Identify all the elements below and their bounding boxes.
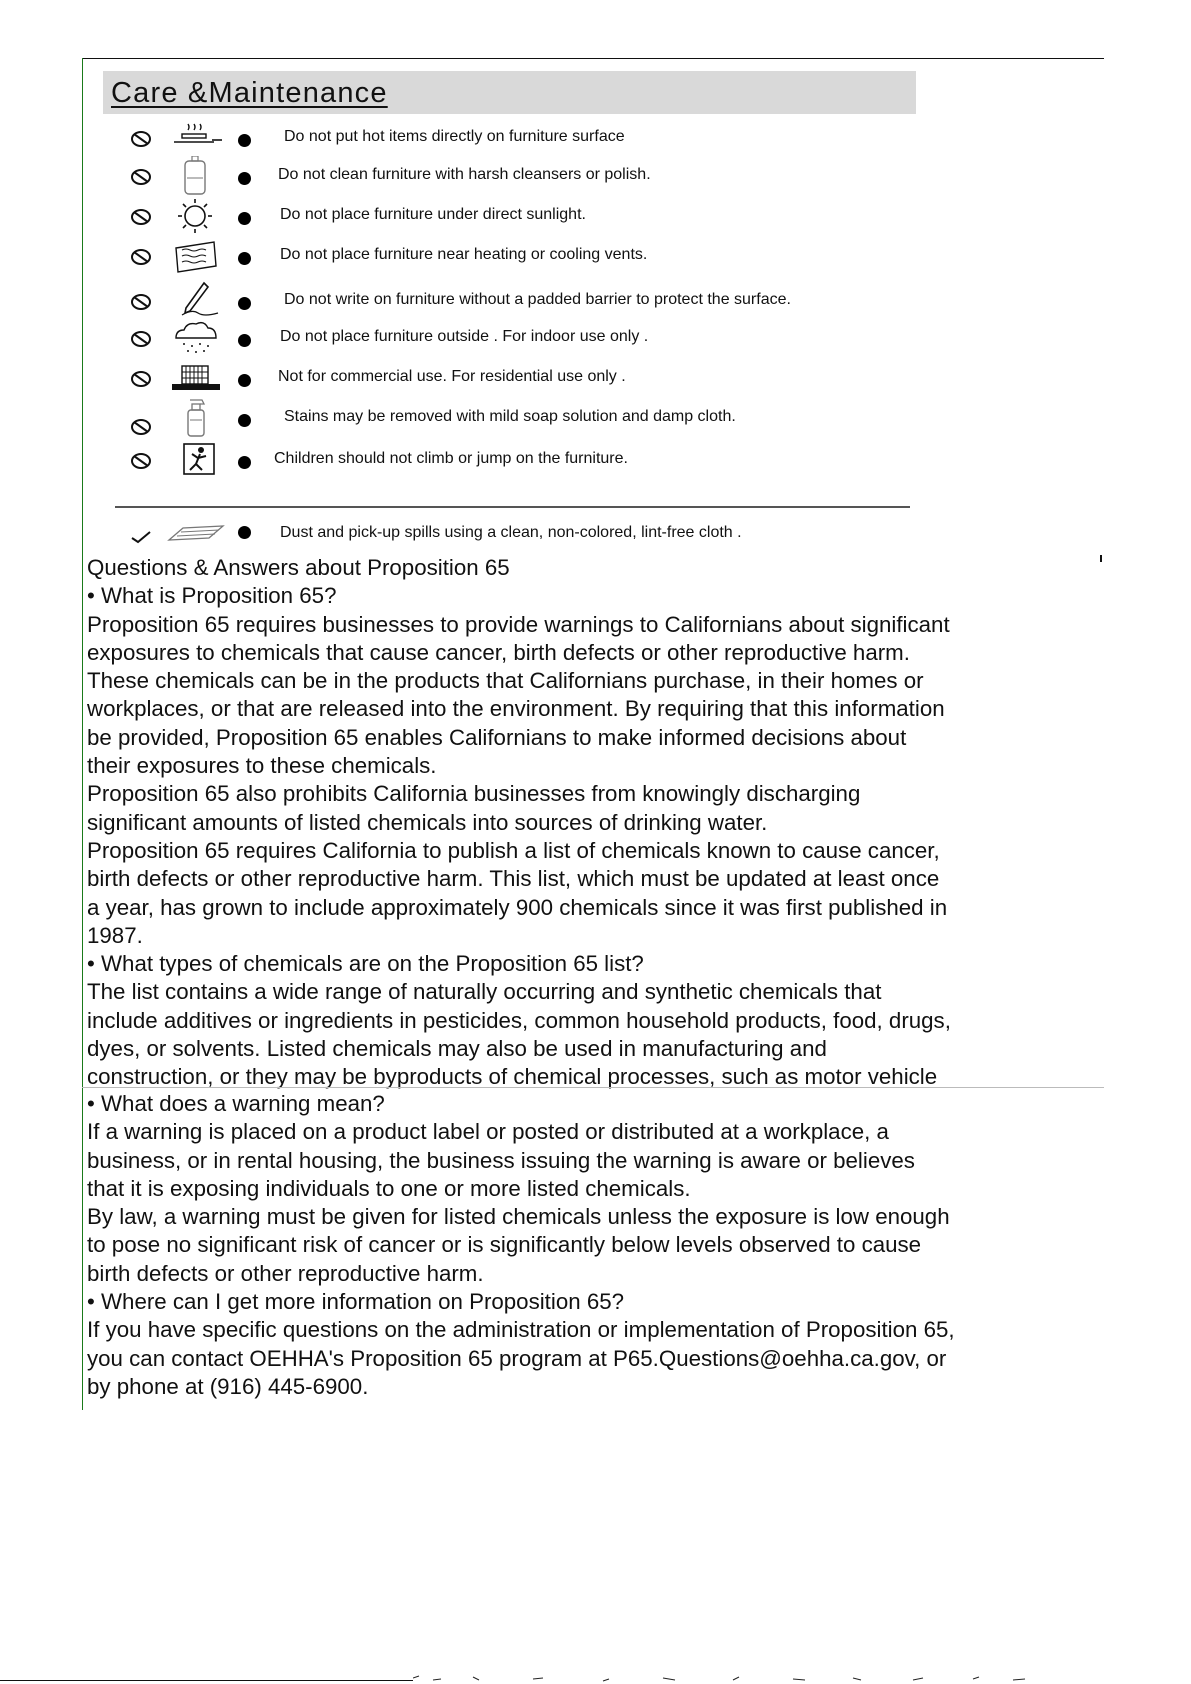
care-item [120, 362, 920, 398]
answer-line: their exposures to these chemicals. [87, 753, 437, 779]
top-rule [82, 58, 1104, 59]
prohibited-icon [130, 368, 152, 390]
bullet-dot [238, 172, 251, 185]
answer-line: include additives or ingredients in pesticides, common household products, food, drugs, [87, 1007, 951, 1033]
spray-bottle-icon [168, 398, 224, 438]
commercial-building-icon [168, 358, 224, 398]
answer-line: 1987. [87, 922, 143, 948]
bullet-dot [238, 334, 251, 347]
answer-line: These chemicals can be in the products that Californians purchase, in their homes or [87, 668, 924, 694]
qa-section-top [87, 554, 1107, 1090]
footer-rule [0, 1680, 413, 1681]
care-item [120, 122, 920, 158]
care-item-text: Do not place furniture under direct sunlight. [280, 206, 586, 223]
answer-line: Proposition 65 requires California to publish a list of chemicals known to cause cancer, [87, 837, 940, 863]
prohibited-icon [130, 328, 152, 350]
prohibited-icon [130, 128, 152, 150]
care-item-text: Do not put hot items directly on furniture surface [284, 128, 625, 145]
rain-cloud-icon [168, 318, 224, 358]
answer-line: to pose no significant risk of cancer or is significantly below levels observed to cause [87, 1232, 922, 1258]
section-cut-rule [82, 1087, 1104, 1088]
care-item-text: Do not write on furniture without a padded barrier to protect the surface. [284, 291, 791, 308]
answer-line: Proposition 65 also prohibits California businesses from knowingly discharging [87, 781, 861, 807]
qa-section-bottom [87, 1090, 1107, 1401]
checkmark-icon [130, 524, 152, 546]
answer-line: business, or in rental housing, the business issuing the warning is aware or believes [87, 1147, 915, 1173]
child-climbing-icon [168, 440, 224, 480]
answer-line: be provided, Proposition 65 enables Californians to make informed decisions about [87, 724, 907, 750]
care-item [120, 160, 920, 196]
cleanser-bottle-icon [168, 156, 224, 196]
care-item-dust [120, 518, 920, 554]
care-item-text: Do not place furniture outside . For indoor use only . [280, 328, 649, 345]
pen-icon [168, 281, 224, 321]
answer-line: Proposition 65 requires businesses to provide warnings to Californians about significant [87, 611, 950, 637]
cloth-icon [160, 514, 226, 554]
prohibited-icon [130, 246, 152, 268]
vent-icon [168, 236, 224, 276]
qa-heading: Questions & Answers about Proposition 65 [87, 555, 510, 580]
answer-line: birth defects or other reproductive harm. [87, 1260, 484, 1286]
answer-line: dyes, or solvents. Listed chemicals may also be used in manufacturing and [87, 1036, 827, 1062]
care-item [120, 322, 920, 358]
footer-scan-artifact [413, 1674, 1063, 1684]
care-item [120, 200, 920, 236]
left-margin-rule [82, 58, 83, 1410]
bullet-dot [238, 134, 251, 147]
care-item [120, 285, 920, 321]
answer-line: The list contains a wide range of naturally occurring and synthetic chemicals that [87, 979, 882, 1005]
question: • Where can I get more information on Proposition 65? [87, 1289, 625, 1315]
answer-line: a year, has grown to include approximately 900 chemicals since it was first published in [87, 894, 948, 920]
care-item [120, 402, 920, 438]
care-item [120, 444, 920, 480]
bullet-dot [238, 212, 251, 225]
bullet-dot [238, 297, 251, 310]
bullet-dot [238, 526, 251, 539]
prohibited-icon [130, 166, 152, 188]
bullet-dot [238, 456, 251, 469]
answer-line: workplaces, or that are released into the environment. By requiring that this information [87, 696, 945, 722]
hot-items-icon [168, 118, 224, 158]
care-title: Care &Maintenance [111, 77, 388, 109]
care-item-text: Dust and pick-up spills using a clean, non-colored, lint-free cloth . [280, 524, 742, 541]
answer-line: If you have specific questions on the administration or implementation of Proposition 65, [87, 1317, 955, 1343]
care-item-text: Not for commercial use. For residential use only . [278, 368, 626, 385]
answer-line: By law, a warning must be given for listed chemicals unless the exposure is low enough [87, 1204, 950, 1230]
prohibited-icon [130, 206, 152, 228]
question: • What does a warning mean? [87, 1091, 385, 1116]
answer-line: construction, or they may be byproducts of chemical processes, such as motor vehicle [87, 1064, 938, 1090]
answer-line: significant amounts of listed chemicals into sources of drinking water. [87, 809, 768, 835]
question: • What types of chemicals are on the Proposition 65 list? [87, 951, 644, 977]
care-item-text: Do not place furniture near heating or cooling vents. [280, 246, 648, 263]
sunlight-icon [168, 196, 224, 236]
care-item [120, 240, 920, 276]
care-header [103, 71, 916, 114]
care-item-text: Stains may be removed with mild soap solution and damp cloth. [284, 408, 736, 425]
answer-line: you can contact OEHHA's Proposition 65 program at P65.Questions@oehha.ca.gov, or [87, 1345, 947, 1371]
bullet-dot [238, 252, 251, 265]
bullet-dot [238, 374, 251, 387]
care-item-text: Children should not climb or jump on the furniture. [274, 450, 628, 467]
care-divider [115, 506, 910, 508]
answer-line: exposures to chemicals that cause cancer, birth defects or other reproductive harm. [87, 639, 910, 665]
answer-line: birth defects or other reproductive harm. This list, which must be updated at least once [87, 866, 940, 892]
prohibited-icon [130, 291, 152, 313]
prohibited-icon [130, 416, 152, 438]
bullet-dot [238, 414, 251, 427]
prohibited-icon [130, 450, 152, 472]
answer-line: that it is exposing individuals to one or more listed chemicals. [87, 1175, 691, 1201]
question: • What is Proposition 65? [87, 583, 337, 609]
care-item-text: Do not clean furniture with harsh cleansers or polish. [278, 166, 651, 183]
answer-line: If a warning is placed on a product label or posted or distributed at a workplace, a [87, 1119, 889, 1145]
answer-line: by phone at (916) 445-6900. [87, 1373, 369, 1399]
